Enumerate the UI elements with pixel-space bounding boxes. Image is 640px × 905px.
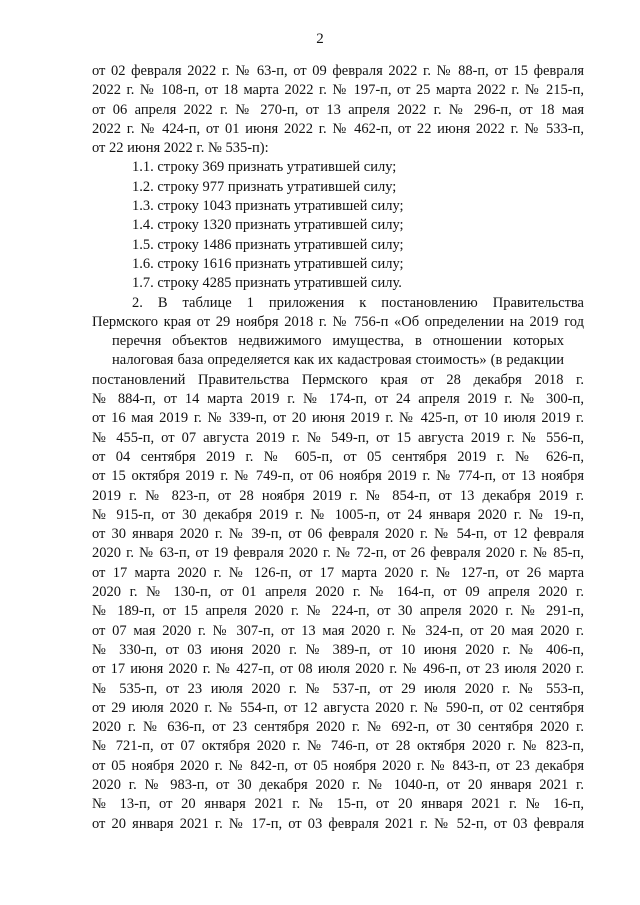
- text-line: 2020 г. № 130-п, от 01 апреля 2020 г. № 164-п, от 09 апреля 2020 г.: [92, 584, 584, 601]
- text-line: от 20 января 2021 г. № 17-п, от 03 февраля 2021 г. № 52-п, от 03 февраля: [92, 815, 584, 832]
- text-line: 2022 г. № 424-п, от 01 июня 2022 г. № 462-п, от 22 июня 2022 г. № 533-п,: [92, 120, 584, 137]
- text-line: № 455-п, от 07 августа 2019 г. № 549-п, от 15 августа 2019 г. № 556-п,: [92, 429, 584, 446]
- page-number: 2: [316, 31, 324, 47]
- text-line: от 29 июля 2020 г. № 554-п, от 12 августа 2020 г. № 590-п, от 02 сентября: [92, 699, 584, 716]
- text-line: № 13-п, от 20 января 2021 г. № 15-п, от 20 января 2021 г. № 16-п,: [92, 796, 584, 813]
- text-line: № 330-п, от 03 июня 2020 г. № 389-п, от 10 июня 2020 г. № 406-п,: [92, 641, 584, 658]
- text-line: 2020 г. № 983-п, от 30 декабря 2020 г. № 1040-п, от 20 января 2021 г.: [92, 776, 584, 793]
- text-line: от 06 апреля 2022 г. № 270-п, от 13 апреля 2022 г. № 296-п, от 18 мая: [92, 101, 584, 118]
- text-line: № 535-п, от 23 июля 2020 г. № 537-п, от 29 июля 2020 г. № 553-п,: [92, 680, 584, 697]
- document-body: [92, 62, 584, 834]
- list-item: 1.5. строку 1486 признать утратившей силу;: [132, 236, 404, 253]
- text-line: от 07 мая 2020 г. № 307-п, от 13 мая 2020 г. № 324-п, от 20 мая 2020 г.: [92, 622, 584, 639]
- text-line: № 915-п, от 30 декабря 2019 г. № 1005-п, от 24 января 2020 г. № 19-п,: [92, 506, 584, 523]
- paragraph-amendments-list: [92, 62, 584, 158]
- text-line: налоговая база определяется как их кадастровая стоимость» (в редакции: [112, 352, 564, 369]
- text-line: перечня объектов недвижимого имущества, в отношении которых: [112, 333, 564, 350]
- list-item: 1.4. строку 1320 признать утратившей силу;: [132, 217, 404, 234]
- text-line: 2. В таблице 1 приложения к постановлению Правительства: [132, 294, 584, 311]
- subitems-list: [92, 158, 584, 293]
- list-item: 1.6. строку 1616 признать утратившей силу;: [132, 255, 404, 272]
- text-line: Пермского края от 29 ноября 2018 г. № 756-п «Об определении на 2019 год: [92, 313, 584, 330]
- text-line: 2019 г. № 823-п, от 28 ноября 2019 г. № 854-п, от 13 декабря 2019 г.: [92, 487, 584, 504]
- text-line: от 17 июня 2020 г. № 427-п, от 08 июля 2020 г. № 496-п, от 23 июля 2020 г.: [92, 661, 584, 678]
- text-line: 2020 г. № 636-п, от 23 сентября 2020 г. № 692-п, от 30 сентября 2020 г.: [92, 719, 584, 736]
- text-line: от 30 января 2020 г. № 39-п, от 06 февраля 2020 г. № 54-п, от 12 февраля: [92, 526, 584, 543]
- text-line: № 189-п, от 15 апреля 2020 г. № 224-п, от 30 апреля 2020 г. № 291-п,: [92, 603, 584, 620]
- text-line: от 16 мая 2019 г. № 339-п, от 20 июня 2019 г. № 425-п, от 10 июля 2019 г.: [92, 410, 584, 427]
- text-line: от 15 октября 2019 г. № 749-п, от 06 ноября 2019 г. № 774-п, от 13 ноября: [92, 468, 584, 485]
- text-line: от 02 февраля 2022 г. № 63-п, от 09 февраля 2022 г. № 88-п, от 15 февраля: [92, 63, 584, 79]
- text-line: от 22 июня 2022 г. № 535-п):: [92, 140, 269, 157]
- text-line: от 05 ноября 2020 г. № 842-п, от 05 ноября 2020 г. № 843-п, от 23 декабря: [92, 757, 584, 774]
- text-line: 2022 г. № 108-п, от 18 марта 2022 г. № 197-п, от 25 марта 2022 г. № 215-п,: [92, 82, 584, 99]
- list-item: 1.3. строку 1043 признать утратившей силу;: [132, 198, 404, 215]
- text-line: 2020 г. № 63-п, от 19 февраля 2020 г. № 72-п, от 26 февраля 2020 г. № 85-п,: [92, 545, 584, 562]
- text-line: от 04 сентября 2019 г. № 605-п, от 05 сентября 2019 г. № 626-п,: [92, 448, 584, 465]
- text-line: постановлений Правительства Пермского края от 28 декабря 2018 г.: [92, 371, 584, 388]
- list-item: 1.1. строку 369 признать утратившей силу;: [132, 159, 397, 176]
- list-item: 1.2. строку 977 признать утратившей силу;: [132, 178, 397, 195]
- text-line: № 884-п, от 14 марта 2019 г. № 174-п, от 24 апреля 2019 г. № 300-п,: [92, 391, 584, 408]
- list-item: 1.7. строку 4285 признать утратившей силу.: [132, 275, 402, 292]
- paragraph-section-2: [92, 294, 584, 834]
- text-line: № 721-п, от 07 октября 2020 г. № 746-п, от 28 октября 2020 г. № 823-п,: [92, 738, 584, 755]
- text-line: от 17 марта 2020 г. № 126-п, от 17 марта 2020 г. № 127-п, от 26 марта: [92, 564, 584, 581]
